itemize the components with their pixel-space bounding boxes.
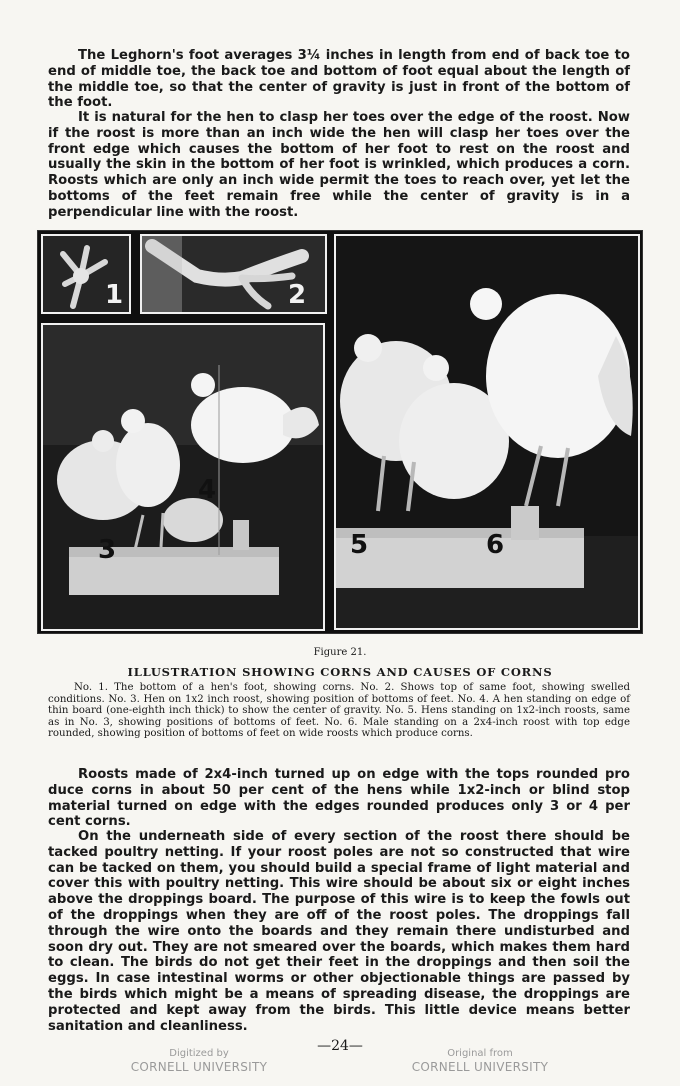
digitized-by-label: Digitized by — [169, 1048, 229, 1059]
figure-number-6: 6 — [486, 530, 505, 560]
photo-panel-1 — [41, 234, 131, 314]
page-number: —24— — [317, 1038, 363, 1054]
figure-21-photo-plate — [38, 231, 642, 633]
figure-title: ILLUSTRATION SHOWING CORNS AND CAUSES OF CORNS — [127, 665, 553, 679]
hens-and-male-on-roosts-photo — [336, 236, 638, 628]
paragraph-4: On the underneath side of every section of the roost there should be tacked poultry netting. If your roost poles are not so constructed that wire can be tacked on them, you should build a special frame of light material and cover this with poultry netting. This wire should be about six or eight inches above the droppings board. The purpose of this wire is to keep the fowls out of the droppings when they are off of the roost poles. The droppings fall through the wire onto the boards and they remain there undisturbed and soon dry out. They are not smeared over the boards, which makes them hard to clean. The birds do not get their feet in the droppings and then soil the eggs. In case intestinal worms or other objectionable things are passed by the birds which might be a means of spreading disease, the droppings are protected and kept away from the birds. This little device means better sanitation and cleanliness. — [48, 829, 630, 1034]
photo-panel-5-6 — [334, 234, 640, 630]
photo-panel-3-4 — [41, 323, 325, 631]
original-from-label: Original from — [447, 1048, 513, 1059]
figure-label: Figure 21. — [313, 647, 367, 658]
figure-number-1: 1 — [105, 280, 124, 310]
photo-panel-2 — [140, 234, 327, 314]
digitized-by-institution: CORNELL UNIVERSITY — [130, 1060, 268, 1074]
paragraph-2: It is natural for the hen to clasp her toes over the edge of the roost. Now if the roost is more than an inch wide the hen will clasp her toes over the front edge which causes the bottom of her foot to rest on the roost and usually the skin in the bottom of her foot is wrinkled, which produces a corn. Roosts which are only an inch wide permit the toes to reach over, yet let the bottoms of the feet remain free while the center of gravity is in a perpendicular line with the roost. — [48, 110, 630, 220]
paragraph-1: The Leghorn's foot averages 3¼ inches in length from end of back toe to end of middle toe, the back toe and bottom of foot equal about the length of the middle toe, so that the center of gravity is just in front of the bottom of the foot. — [48, 48, 630, 111]
digitized-by-credit — [99, 1047, 299, 1075]
original-from-institution: CORNELL UNIVERSITY — [411, 1060, 549, 1074]
figure-number-4: 4 — [198, 475, 217, 505]
figure-number-3: 3 — [98, 535, 117, 565]
figure-caption: No. 1. The bottom of a hen's foot, showing corns. No. 2. Shows top of same foot, showing swelled conditions. No. 3. Hen on 1x2 inch roost, showing position of bottoms of feet. No. 4. A hen standing on edge of thin board (one-eighth inch thick) to show the center of gravity. No. 5. Hens standing on 1x2-inch roosts, same as in No. 3, showing positions of bottoms of feet. No. 6. Male standing on a 2x4-inch roost with top edge rounded, showing position of bottoms of feet on wide roosts which produce corns. — [48, 682, 630, 740]
figure-number-2: 2 — [288, 280, 307, 310]
paragraph-3: Roosts made of 2x4-inch turned up on edge with the tops rounded pro duce corns in about 50 per cent of the hens while 1x2-inch or blind stop material turned on edge with the edges rounded produces only 3 or 4 per cent corns. — [48, 767, 630, 830]
figure-number-5: 5 — [350, 530, 369, 560]
original-from-credit — [380, 1047, 580, 1075]
hens-on-roosts-photo — [43, 325, 323, 629]
